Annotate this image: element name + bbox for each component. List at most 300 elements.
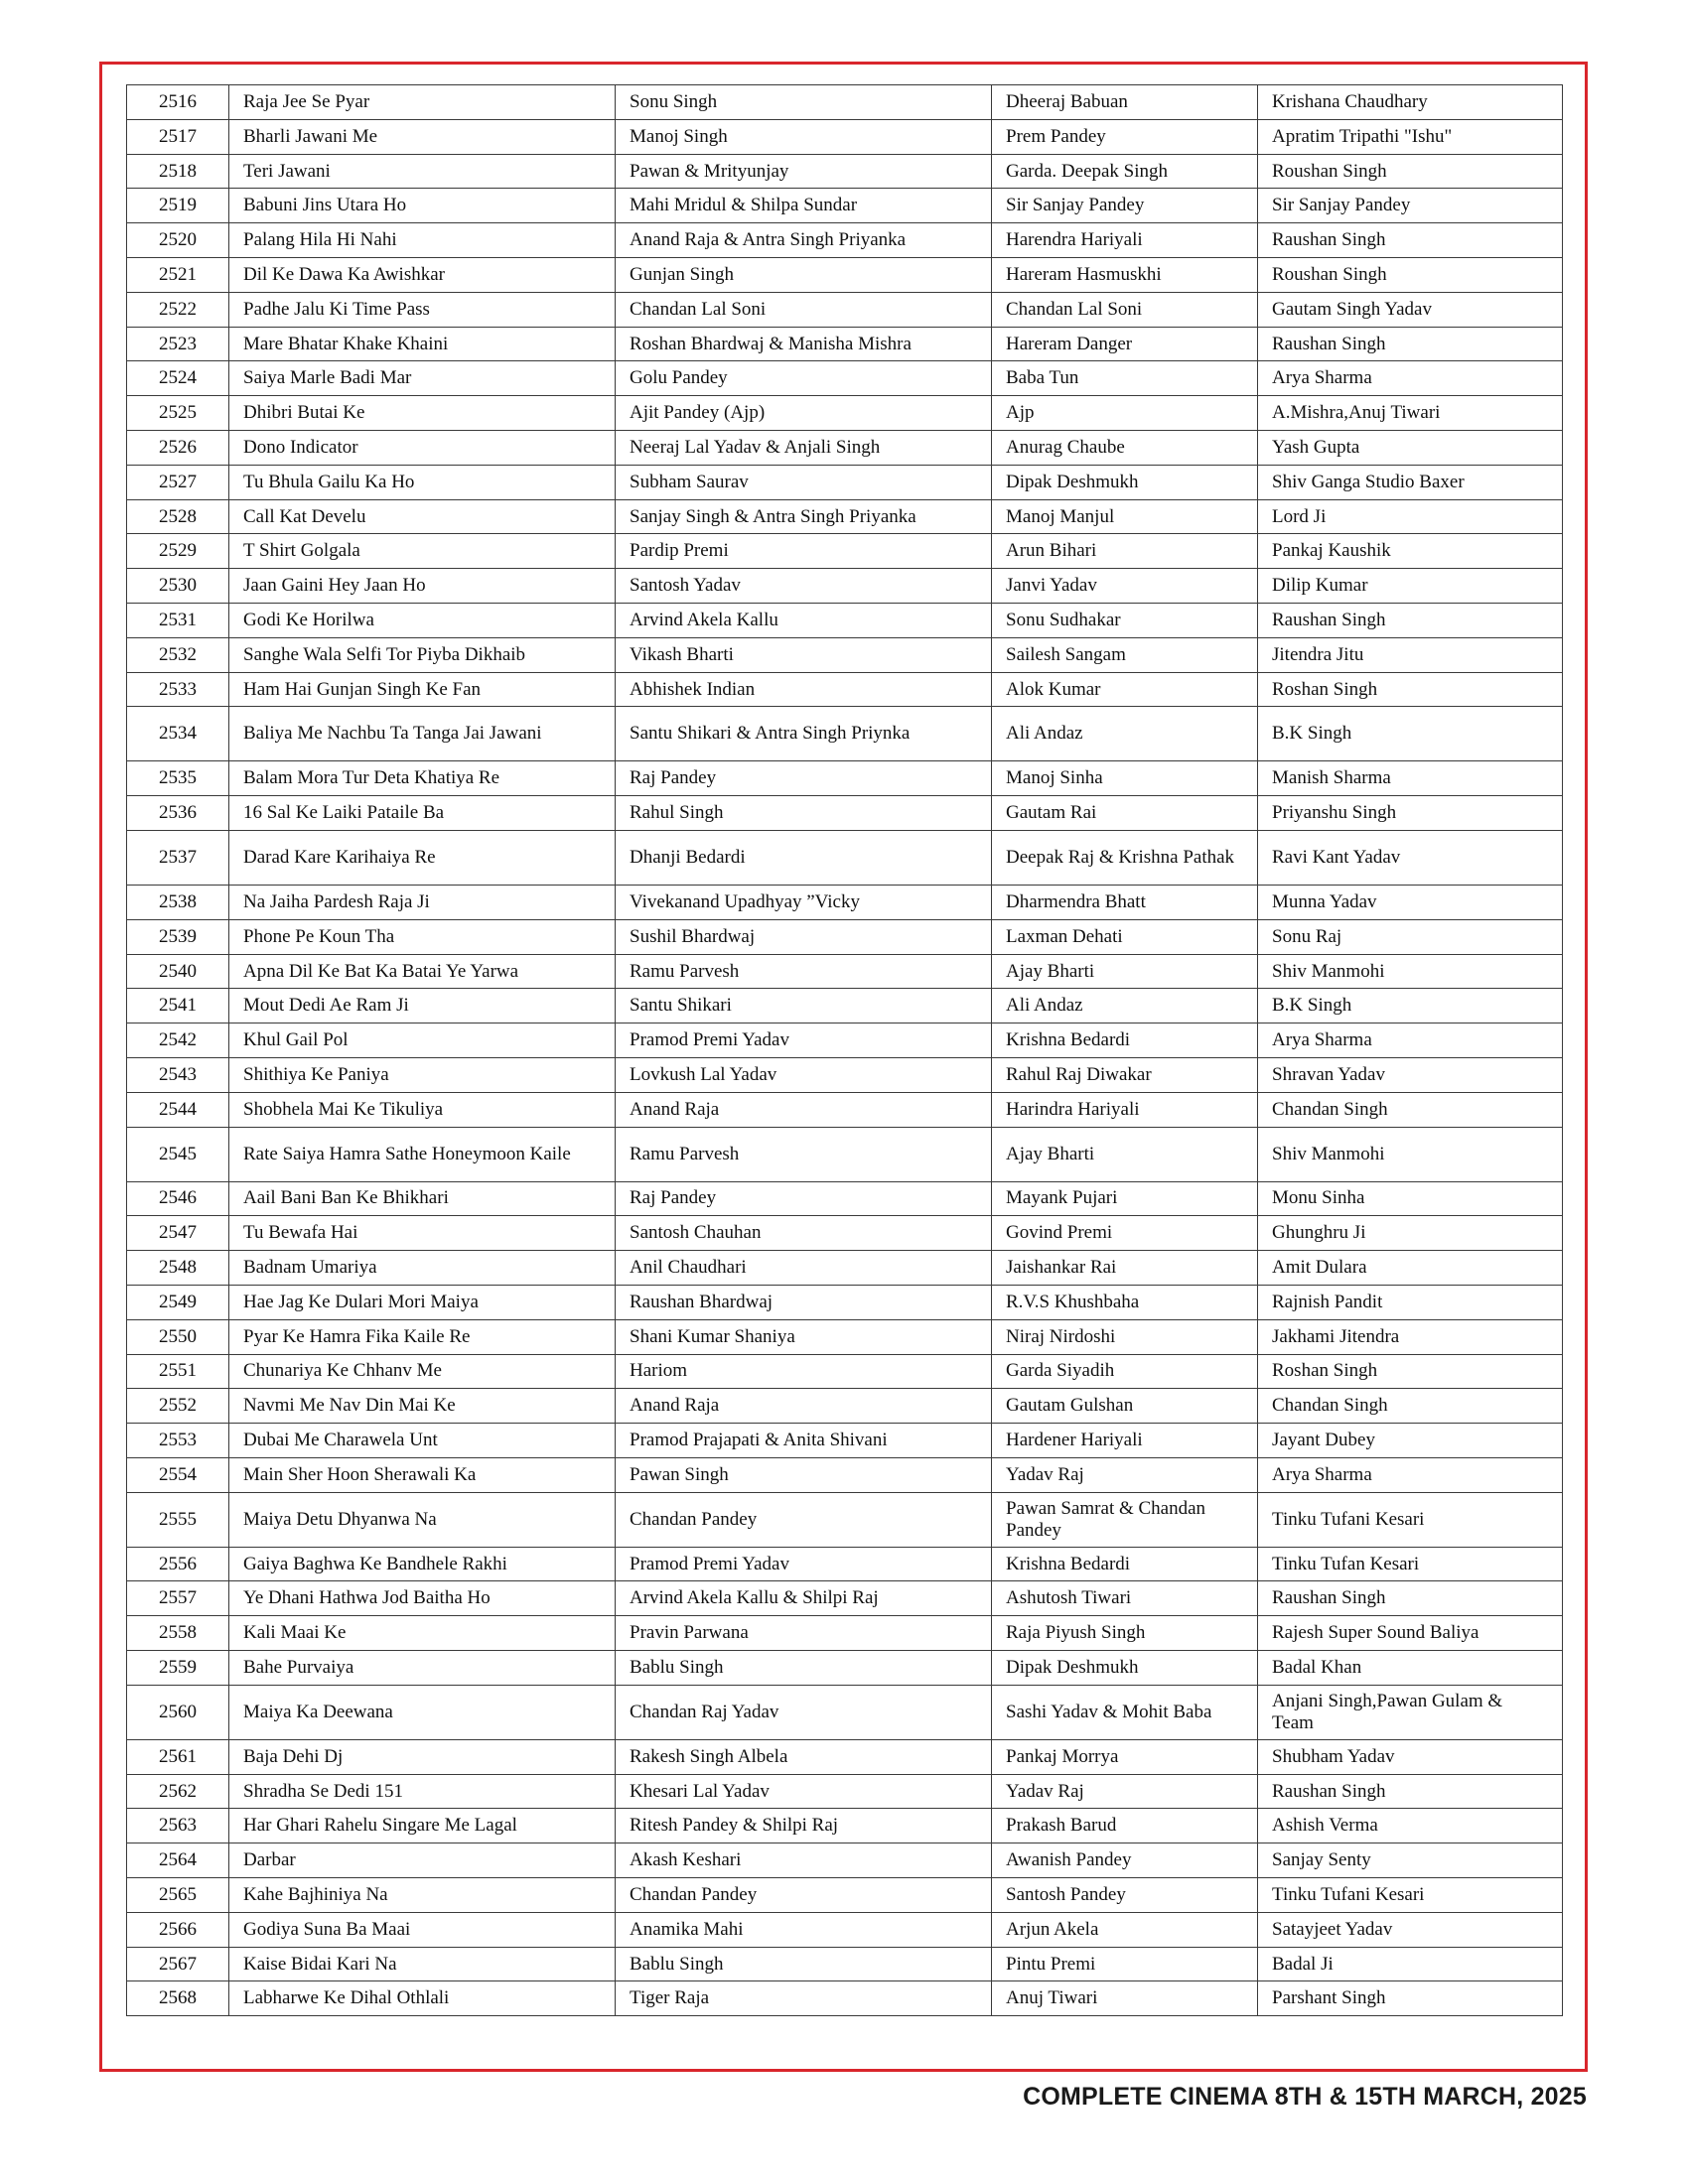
entry-number-cell: 2557 <box>127 1581 229 1616</box>
lyricist-cell: Krishna Bedardi <box>992 1024 1258 1058</box>
lyricist-cell: Laxman Dehati <box>992 919 1258 954</box>
table-row <box>127 119 1563 154</box>
song-title-cell: Badnam Umariya <box>229 1251 616 1286</box>
entry-number-cell: 2565 <box>127 1878 229 1913</box>
entry-number-cell: 2519 <box>127 189 229 223</box>
table-row <box>127 637 1563 672</box>
singer-cell: Chandan Pandey <box>616 1492 992 1547</box>
entry-number-cell: 2567 <box>127 1947 229 1981</box>
music-director-cell: Jakhami Jitendra <box>1258 1319 1563 1354</box>
music-director-cell: Ashish Verma <box>1258 1809 1563 1843</box>
singer-cell: Sushil Bhardwaj <box>616 919 992 954</box>
lyricist-cell: Niraj Nirdoshi <box>992 1319 1258 1354</box>
lyricist-cell: Baba Tun <box>992 361 1258 396</box>
song-title-cell: Babuni Jins Utara Ho <box>229 189 616 223</box>
lyricist-cell: Anurag Chaube <box>992 430 1258 465</box>
music-director-cell: Anjani Singh,Pawan Gulam & Team <box>1258 1685 1563 1739</box>
lyricist-cell: Harindra Hariyali <box>992 1092 1258 1127</box>
singer-cell: Pramod Premi Yadav <box>616 1024 992 1058</box>
entry-number-cell: 2542 <box>127 1024 229 1058</box>
song-title-cell: Call Kat Develu <box>229 499 616 534</box>
singer-cell: Anamika Mahi <box>616 1912 992 1947</box>
entry-number-cell: 2531 <box>127 603 229 637</box>
entry-number-cell: 2535 <box>127 761 229 796</box>
entry-number-cell: 2562 <box>127 1774 229 1809</box>
entry-number-cell: 2534 <box>127 707 229 761</box>
entry-number-cell: 2541 <box>127 989 229 1024</box>
singer-cell: Raushan Bhardwaj <box>616 1285 992 1319</box>
singer-cell: Santu Shikari & Antra Singh Priynka <box>616 707 992 761</box>
music-director-cell: Tinku Tufan Kesari <box>1258 1547 1563 1581</box>
entry-number-cell: 2555 <box>127 1492 229 1547</box>
table-row <box>127 223 1563 258</box>
singer-cell: Anand Raja <box>616 1389 992 1424</box>
song-title-cell: Bharli Jawani Me <box>229 119 616 154</box>
table-row <box>127 1651 1563 1686</box>
lyricist-cell: Sashi Yadav & Mohit Baba <box>992 1685 1258 1739</box>
singer-cell: Pardip Premi <box>616 534 992 569</box>
music-director-cell: Badal Ji <box>1258 1947 1563 1981</box>
singer-cell: Pravin Parwana <box>616 1616 992 1651</box>
lyricist-cell: Pankaj Morrya <box>992 1739 1258 1774</box>
song-title-cell: Darbar <box>229 1843 616 1878</box>
music-director-cell: B.K Singh <box>1258 707 1563 761</box>
song-title-cell: Dono Indicator <box>229 430 616 465</box>
lyricist-cell: Sir Sanjay Pandey <box>992 189 1258 223</box>
table-row <box>127 1685 1563 1739</box>
singer-cell: Shani Kumar Shaniya <box>616 1319 992 1354</box>
music-director-cell: Satayjeet Yadav <box>1258 1912 1563 1947</box>
table-row <box>127 1981 1563 2016</box>
music-director-cell: Shubham Yadav <box>1258 1739 1563 1774</box>
lyricist-cell: Chandan Lal Soni <box>992 292 1258 327</box>
song-title-cell: Hae Jag Ke Dulari Mori Maiya <box>229 1285 616 1319</box>
singer-cell: Lovkush Lal Yadav <box>616 1057 992 1092</box>
music-director-cell: Arya Sharma <box>1258 361 1563 396</box>
entry-number-cell: 2521 <box>127 257 229 292</box>
table-row <box>127 830 1563 885</box>
song-title-cell: Maiya Detu Dhyanwa Na <box>229 1492 616 1547</box>
entry-number-cell: 2550 <box>127 1319 229 1354</box>
table-row <box>127 292 1563 327</box>
singer-cell: Raj Pandey <box>616 761 992 796</box>
singer-cell: Vivekanand Upadhyay ”Vicky <box>616 885 992 919</box>
table-row <box>127 919 1563 954</box>
music-director-cell: Ravi Kant Yadav <box>1258 830 1563 885</box>
singer-cell: Chandan Pandey <box>616 1878 992 1913</box>
song-title-cell: Mout Dedi Ae Ram Ji <box>229 989 616 1024</box>
music-director-cell: Rajnish Pandit <box>1258 1285 1563 1319</box>
lyricist-cell: Alok Kumar <box>992 672 1258 707</box>
entry-number-cell: 2524 <box>127 361 229 396</box>
music-director-cell: Munna Yadav <box>1258 885 1563 919</box>
lyricist-cell: Awanish Pandey <box>992 1843 1258 1878</box>
entry-number-cell: 2554 <box>127 1457 229 1492</box>
music-director-cell: Arya Sharma <box>1258 1457 1563 1492</box>
entry-number-cell: 2526 <box>127 430 229 465</box>
lyricist-cell: Yadav Raj <box>992 1774 1258 1809</box>
lyricist-cell: Hardener Hariyali <box>992 1424 1258 1458</box>
music-director-cell: Arya Sharma <box>1258 1024 1563 1058</box>
lyricist-cell: Ajay Bharti <box>992 954 1258 989</box>
lyricist-cell: Pawan Samrat & Chandan Pandey <box>992 1492 1258 1547</box>
music-director-cell: Jitendra Jitu <box>1258 637 1563 672</box>
music-director-cell: Shiv Ganga Studio Baxer <box>1258 465 1563 499</box>
lyricist-cell: Pintu Premi <box>992 1947 1258 1981</box>
music-director-cell: Raushan Singh <box>1258 1581 1563 1616</box>
music-director-cell: Shravan Yadav <box>1258 1057 1563 1092</box>
music-director-cell: Parshant Singh <box>1258 1981 1563 2016</box>
table-row <box>127 1251 1563 1286</box>
lyricist-cell: Arjun Akela <box>992 1912 1258 1947</box>
song-title-cell: Na Jaiha Pardesh Raja Ji <box>229 885 616 919</box>
table-row <box>127 499 1563 534</box>
lyricist-cell: Garda. Deepak Singh <box>992 154 1258 189</box>
song-title-cell: Main Sher Hoon Sherawali Ka <box>229 1457 616 1492</box>
lyricist-cell: Janvi Yadav <box>992 569 1258 604</box>
table-row <box>127 1843 1563 1878</box>
song-title-cell: Dil Ke Dawa Ka Awishkar <box>229 257 616 292</box>
song-title-cell: Darad Kare Karihaiya Re <box>229 830 616 885</box>
music-director-cell: Shiv Manmohi <box>1258 954 1563 989</box>
song-title-cell: Teri Jawani <box>229 154 616 189</box>
lyricist-cell: Rahul Raj Diwakar <box>992 1057 1258 1092</box>
singer-cell: Akash Keshari <box>616 1843 992 1878</box>
entry-number-cell: 2545 <box>127 1127 229 1181</box>
lyricist-cell: Krishna Bedardi <box>992 1547 1258 1581</box>
singer-cell: Vikash Bharti <box>616 637 992 672</box>
lyricist-cell: R.V.S Khushbaha <box>992 1285 1258 1319</box>
singer-cell: Anil Chaudhari <box>616 1251 992 1286</box>
singer-cell: Pawan Singh <box>616 1457 992 1492</box>
song-title-cell: Tu Bewafa Hai <box>229 1216 616 1251</box>
music-director-cell: Jayant Dubey <box>1258 1424 1563 1458</box>
lyricist-cell: Ajp <box>992 396 1258 431</box>
music-director-cell: Yash Gupta <box>1258 430 1563 465</box>
table-row <box>127 1057 1563 1092</box>
entry-number-cell: 2568 <box>127 1981 229 2016</box>
table-row <box>127 1354 1563 1389</box>
song-title-cell: Kahe Bajhiniya Na <box>229 1878 616 1913</box>
lyricist-cell: Anuj Tiwari <box>992 1981 1258 2016</box>
entry-number-cell: 2544 <box>127 1092 229 1127</box>
song-title-cell: T Shirt Golgala <box>229 534 616 569</box>
table-row <box>127 534 1563 569</box>
music-director-cell: Badal Khan <box>1258 1651 1563 1686</box>
table-row <box>127 1092 1563 1127</box>
lyricist-cell: Sailesh Sangam <box>992 637 1258 672</box>
singer-cell: Arvind Akela Kallu <box>616 603 992 637</box>
entry-number-cell: 2522 <box>127 292 229 327</box>
music-director-cell: Pankaj Kaushik <box>1258 534 1563 569</box>
lyricist-cell: Sonu Sudhakar <box>992 603 1258 637</box>
entry-number-cell: 2540 <box>127 954 229 989</box>
music-director-cell: Dilip Kumar <box>1258 569 1563 604</box>
song-title-cell: Gaiya Baghwa Ke Bandhele Rakhi <box>229 1547 616 1581</box>
music-director-cell: Rajesh Super Sound Baliya <box>1258 1616 1563 1651</box>
lyricist-cell: Gautam Rai <box>992 796 1258 831</box>
singer-cell: Chandan Raj Yadav <box>616 1685 992 1739</box>
table-row <box>127 1389 1563 1424</box>
lyricist-cell: Manoj Manjul <box>992 499 1258 534</box>
singer-cell: Ramu Parvesh <box>616 954 992 989</box>
lyricist-cell: Hareram Danger <box>992 327 1258 361</box>
entry-number-cell: 2543 <box>127 1057 229 1092</box>
lyricist-cell: Ashutosh Tiwari <box>992 1581 1258 1616</box>
entry-number-cell: 2560 <box>127 1685 229 1739</box>
table-row <box>127 1774 1563 1809</box>
music-director-cell: Priyanshu Singh <box>1258 796 1563 831</box>
table-row <box>127 1181 1563 1216</box>
entry-number-cell: 2520 <box>127 223 229 258</box>
song-title-cell: Chunariya Ke Chhanv Me <box>229 1354 616 1389</box>
entry-number-cell: 2525 <box>127 396 229 431</box>
music-director-cell: Roushan Singh <box>1258 257 1563 292</box>
lyricist-cell: Deepak Raj & Krishna Pathak <box>992 830 1258 885</box>
table-row <box>127 327 1563 361</box>
lyricist-cell: Mayank Pujari <box>992 1181 1258 1216</box>
music-director-cell: Tinku Tufani Kesari <box>1258 1878 1563 1913</box>
music-director-cell: Roshan Singh <box>1258 672 1563 707</box>
table-row <box>127 1581 1563 1616</box>
singer-cell: Bablu Singh <box>616 1651 992 1686</box>
singer-cell: Bablu Singh <box>616 1947 992 1981</box>
entry-number-cell: 2532 <box>127 637 229 672</box>
lyricist-cell: Dipak Deshmukh <box>992 1651 1258 1686</box>
song-title-cell: Rate Saiya Hamra Sathe Honeymoon Kaile <box>229 1127 616 1181</box>
singer-cell: Rakesh Singh Albela <box>616 1739 992 1774</box>
lyricist-cell: Prakash Barud <box>992 1809 1258 1843</box>
entry-number-cell: 2533 <box>127 672 229 707</box>
entry-number-cell: 2527 <box>127 465 229 499</box>
table-row <box>127 1024 1563 1058</box>
singer-cell: Santu Shikari <box>616 989 992 1024</box>
singer-cell: Pramod Premi Yadav <box>616 1547 992 1581</box>
singer-cell: Ramu Parvesh <box>616 1127 992 1181</box>
song-title-cell: Ye Dhani Hathwa Jod Baitha Ho <box>229 1581 616 1616</box>
music-director-cell: A.Mishra,Anuj Tiwari <box>1258 396 1563 431</box>
singer-cell: Manoj Singh <box>616 119 992 154</box>
table-row <box>127 1127 1563 1181</box>
music-director-cell: Chandan Singh <box>1258 1389 1563 1424</box>
music-director-cell: B.K Singh <box>1258 989 1563 1024</box>
singer-cell: Sanjay Singh & Antra Singh Priyanka <box>616 499 992 534</box>
singer-cell: Khesari Lal Yadav <box>616 1774 992 1809</box>
song-title-cell: Sanghe Wala Selfi Tor Piyba Dikhaib <box>229 637 616 672</box>
lyricist-cell: Raja Piyush Singh <box>992 1616 1258 1651</box>
music-director-cell: Gautam Singh Yadav <box>1258 292 1563 327</box>
song-title-cell: Mare Bhatar Khake Khaini <box>229 327 616 361</box>
singer-cell: Abhishek Indian <box>616 672 992 707</box>
entry-number-cell: 2552 <box>127 1389 229 1424</box>
entry-number-cell: 2561 <box>127 1739 229 1774</box>
entry-number-cell: 2529 <box>127 534 229 569</box>
singer-cell: Subham Saurav <box>616 465 992 499</box>
singer-cell: Pawan & Mrityunjay <box>616 154 992 189</box>
song-title-cell: Bahe Purvaiya <box>229 1651 616 1686</box>
entry-number-cell: 2538 <box>127 885 229 919</box>
song-title-cell: Dubai Me Charawela Unt <box>229 1424 616 1458</box>
lyricist-cell: Gautam Gulshan <box>992 1389 1258 1424</box>
music-director-cell: Sanjay Senty <box>1258 1843 1563 1878</box>
table-row <box>127 1492 1563 1547</box>
entry-number-cell: 2553 <box>127 1424 229 1458</box>
song-title-cell: Ham Hai Gunjan Singh Ke Fan <box>229 672 616 707</box>
song-title-cell: Pyar Ke Hamra Fika Kaile Re <box>229 1319 616 1354</box>
lyricist-cell: Jaishankar Rai <box>992 1251 1258 1286</box>
music-director-cell: Raushan Singh <box>1258 327 1563 361</box>
entry-number-cell: 2546 <box>127 1181 229 1216</box>
table-row <box>127 1457 1563 1492</box>
music-director-cell: Krishana Chaudhary <box>1258 85 1563 120</box>
music-director-cell: Raushan Singh <box>1258 603 1563 637</box>
singer-cell: Sonu Singh <box>616 85 992 120</box>
singer-cell: Roshan Bhardwaj & Manisha Mishra <box>616 327 992 361</box>
singer-cell: Pramod Prajapati & Anita Shivani <box>616 1424 992 1458</box>
music-director-cell: Roushan Singh <box>1258 154 1563 189</box>
song-title-cell: Baja Dehi Dj <box>229 1739 616 1774</box>
table-row <box>127 1424 1563 1458</box>
entry-number-cell: 2523 <box>127 327 229 361</box>
lyricist-cell: Govind Premi <box>992 1216 1258 1251</box>
entry-number-cell: 2559 <box>127 1651 229 1686</box>
music-director-cell: Amit Dulara <box>1258 1251 1563 1286</box>
song-title-cell: Navmi Me Nav Din Mai Ke <box>229 1389 616 1424</box>
entry-number-cell: 2516 <box>127 85 229 120</box>
singer-cell: Hariom <box>616 1354 992 1389</box>
entry-number-cell: 2530 <box>127 569 229 604</box>
table-row <box>127 707 1563 761</box>
music-director-cell: Ghunghru Ji <box>1258 1216 1563 1251</box>
singer-cell: Anand Raja <box>616 1092 992 1127</box>
music-director-cell: Monu Sinha <box>1258 1181 1563 1216</box>
table-row <box>127 1739 1563 1774</box>
table-row <box>127 257 1563 292</box>
singer-cell: Gunjan Singh <box>616 257 992 292</box>
entry-number-cell: 2547 <box>127 1216 229 1251</box>
lyricist-cell: Hareram Hasmuskhi <box>992 257 1258 292</box>
table-row <box>127 885 1563 919</box>
song-title-cell: Godi Ke Horilwa <box>229 603 616 637</box>
music-director-cell: Tinku Tufani Kesari <box>1258 1492 1563 1547</box>
music-director-cell: Apratim Tripathi "Ishu" <box>1258 119 1563 154</box>
music-director-cell: Lord Ji <box>1258 499 1563 534</box>
table-row <box>127 396 1563 431</box>
song-title-cell: Godiya Suna Ba Maai <box>229 1912 616 1947</box>
singer-cell: Chandan Lal Soni <box>616 292 992 327</box>
singer-cell: Arvind Akela Kallu & Shilpi Raj <box>616 1581 992 1616</box>
song-title-cell: Kaise Bidai Kari Na <box>229 1947 616 1981</box>
entry-number-cell: 2558 <box>127 1616 229 1651</box>
music-director-cell: Raushan Singh <box>1258 223 1563 258</box>
lyricist-cell: Ali Andaz <box>992 707 1258 761</box>
entry-number-cell: 2556 <box>127 1547 229 1581</box>
entry-number-cell: 2517 <box>127 119 229 154</box>
song-title-cell: Baliya Me Nachbu Ta Tanga Jai Jawani <box>229 707 616 761</box>
entry-number-cell: 2536 <box>127 796 229 831</box>
singer-cell: Dhanji Bedardi <box>616 830 992 885</box>
singer-cell: Raj Pandey <box>616 1181 992 1216</box>
entry-number-cell: 2537 <box>127 830 229 885</box>
song-title-cell: Dhibri Butai Ke <box>229 396 616 431</box>
table-row <box>127 1947 1563 1981</box>
table-row <box>127 85 1563 120</box>
table-row <box>127 603 1563 637</box>
page-footer: COMPLETE CINEMA 8TH & 15TH MARCH, 2025 <box>1023 2083 1587 2111</box>
music-director-cell: Shiv Manmohi <box>1258 1127 1563 1181</box>
entry-number-cell: 2528 <box>127 499 229 534</box>
song-title-cell: Padhe Jalu Ki Time Pass <box>229 292 616 327</box>
singer-cell: Santosh Chauhan <box>616 1216 992 1251</box>
entry-number-cell: 2566 <box>127 1912 229 1947</box>
singer-cell: Tiger Raja <box>616 1981 992 2016</box>
song-title-cell: Labharwe Ke Dihal Othlali <box>229 1981 616 2016</box>
table-row <box>127 672 1563 707</box>
lyricist-cell: Santosh Pandey <box>992 1878 1258 1913</box>
entry-number-cell: 2551 <box>127 1354 229 1389</box>
music-director-cell: Sir Sanjay Pandey <box>1258 189 1563 223</box>
entry-number-cell: 2549 <box>127 1285 229 1319</box>
song-title-cell: Maiya Ka Deewana <box>229 1685 616 1739</box>
table-row <box>127 1616 1563 1651</box>
song-title-cell: Aail Bani Ban Ke Bhikhari <box>229 1181 616 1216</box>
singer-cell: Anand Raja & Antra Singh Priyanka <box>616 223 992 258</box>
lyricist-cell: Manoj Sinha <box>992 761 1258 796</box>
page-border <box>99 62 1588 2072</box>
song-title-cell: Har Ghari Rahelu Singare Me Lagal <box>229 1809 616 1843</box>
singer-cell: Ajit Pandey (Ajp) <box>616 396 992 431</box>
lyricist-cell: Garda Siyadih <box>992 1354 1258 1389</box>
music-director-cell: Raushan Singh <box>1258 1774 1563 1809</box>
song-title-cell: Palang Hila Hi Nahi <box>229 223 616 258</box>
song-title-cell: Apna Dil Ke Bat Ka Batai Ye Yarwa <box>229 954 616 989</box>
singer-cell: Santosh Yadav <box>616 569 992 604</box>
music-director-cell: Roshan Singh <box>1258 1354 1563 1389</box>
table-row <box>127 1285 1563 1319</box>
music-director-cell: Manish Sharma <box>1258 761 1563 796</box>
singer-cell: Neeraj Lal Yadav & Anjali Singh <box>616 430 992 465</box>
song-title-cell: 16 Sal Ke Laiki Pataile Ba <box>229 796 616 831</box>
song-title-cell: Kali Maai Ke <box>229 1616 616 1651</box>
table-row <box>127 989 1563 1024</box>
music-director-cell: Chandan Singh <box>1258 1092 1563 1127</box>
song-title-cell: Balam Mora Tur Deta Khatiya Re <box>229 761 616 796</box>
singer-cell: Ritesh Pandey & Shilpi Raj <box>616 1809 992 1843</box>
lyricist-cell: Dipak Deshmukh <box>992 465 1258 499</box>
singer-cell: Rahul Singh <box>616 796 992 831</box>
song-title-cell: Raja Jee Se Pyar <box>229 85 616 120</box>
song-title-cell: Tu Bhula Gailu Ka Ho <box>229 465 616 499</box>
table-body <box>127 85 1563 2016</box>
song-register-table <box>126 84 1563 2016</box>
table-row <box>127 1912 1563 1947</box>
entry-number-cell: 2518 <box>127 154 229 189</box>
song-title-cell: Phone Pe Koun Tha <box>229 919 616 954</box>
lyricist-cell: Dheeraj Babuan <box>992 85 1258 120</box>
table-row <box>127 761 1563 796</box>
lyricist-cell: Arun Bihari <box>992 534 1258 569</box>
table-row <box>127 1216 1563 1251</box>
table-row <box>127 430 1563 465</box>
entry-number-cell: 2539 <box>127 919 229 954</box>
table-row <box>127 569 1563 604</box>
lyricist-cell: Harendra Hariyali <box>992 223 1258 258</box>
table-row <box>127 1547 1563 1581</box>
song-title-cell: Shradha Se Dedi 151 <box>229 1774 616 1809</box>
lyricist-cell: Dharmendra Bhatt <box>992 885 1258 919</box>
music-director-cell: Sonu Raj <box>1258 919 1563 954</box>
song-title-cell: Khul Gail Pol <box>229 1024 616 1058</box>
